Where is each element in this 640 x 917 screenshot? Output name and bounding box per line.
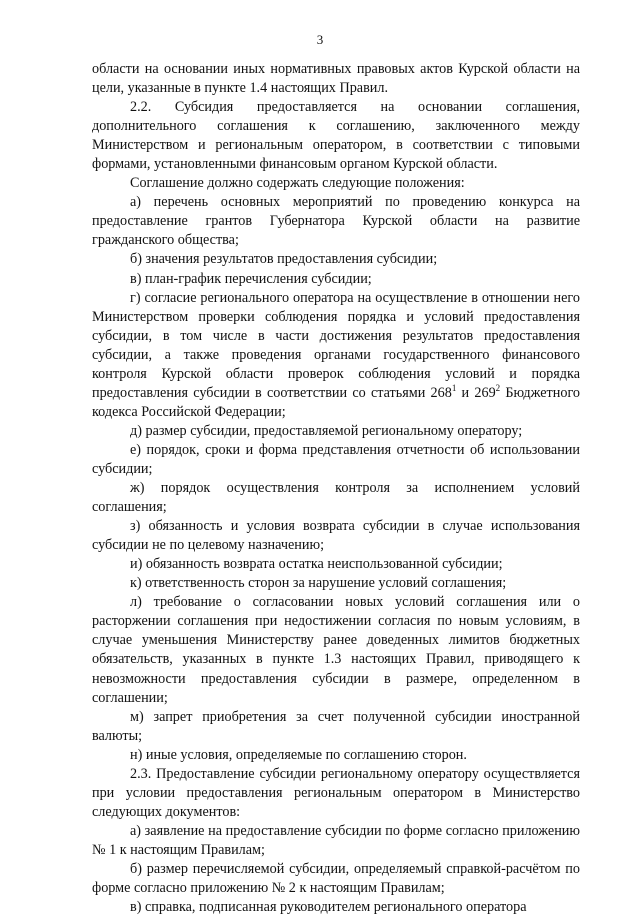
list-item-text: и 269 bbox=[456, 384, 496, 401]
list-item: к) ответственность сторон за нарушение условий соглашения; bbox=[130, 575, 507, 592]
list-item: ж) порядок осуществления контроля за исполнением условий соглашения; bbox=[92, 480, 580, 516]
list-item-text: Бюджетного кодекса Российской Федерации; bbox=[92, 384, 581, 420]
list-item: а) заявление на предоставление субсидии по форме согласно приложению № 1 к настоящим Правилам; bbox=[92, 822, 580, 858]
paragraph: 2.3. Предоставление субсидии региональному оператору осуществляется при условии предоставления региональным оператором в Министерство следующих документов: bbox=[92, 765, 580, 820]
list-item: в) план-график перечисления субсидии; bbox=[130, 270, 372, 287]
list-item: в) справка, подписанная руководителем регионального оператора bbox=[130, 899, 527, 916]
list-item-text: г) согласие регионального оператора на осуществление в отношении него Министерством проверки соблюдения порядка и условий предоставления субсидии, в том числе в части достижения результатов предоставления субсидии, а также проведения органами государственного финансового контроля Курской области проверок соблюдения условий и порядка предоставления субсидии в соответствии со статьями 268 bbox=[92, 289, 580, 401]
paragraph: Соглашение должно содержать следующие положения: bbox=[130, 175, 465, 192]
list-item: б) значения результатов предоставления субсидии; bbox=[130, 251, 438, 268]
list-item: е) порядок, сроки и форма представления отчетности об использовании субсидии; bbox=[92, 441, 580, 477]
superscript: 1 bbox=[451, 382, 457, 393]
paragraph: 2.2. Субсидия предоставляется на основании соглашения, дополнительного соглашения к соглашению, заключенного между Министерством и региональным оператором, в соответствии с типовыми формами, установленными финансовым органом Курской области. bbox=[92, 99, 580, 173]
page-number: 3 bbox=[316, 32, 324, 47]
superscript: 2 bbox=[495, 382, 501, 393]
paragraph: области на основании иных нормативных правовых актов Курской области на цели, указанные в пункте 1.4 настоящих Правил. bbox=[92, 61, 580, 97]
list-item: а) перечень основных мероприятий по проведению конкурса на предоставление грантов Губернатора Курской области на развитие гражданского общества; bbox=[92, 194, 580, 249]
list-item: н) иные условия, определяемые по соглашению сторон. bbox=[130, 746, 467, 763]
document-body bbox=[92, 60, 580, 917]
list-item: л) требование о согласовании новых условий соглашения или о расторжении соглашения при недостижении согласия по новым условиям, в случае уменьшения Министерству ранее доведенных лимитов бюджетных обязательств, указанных в пункте 1.3 настоящих Правил, приводящего к невозможности предоставления субсидии в размере, определенном в соглашении; bbox=[92, 594, 580, 706]
list-item: и) обязанность возврата остатка неиспользованной субсидии; bbox=[130, 556, 503, 573]
list-item: д) размер субсидии, предоставляемой региональному оператору; bbox=[130, 422, 523, 439]
list-item: б) размер перечисляемой субсидии, определяемый справкой-расчётом по форме согласно приложению № 2 к настоящим Правилам; bbox=[92, 860, 580, 897]
list-item bbox=[92, 289, 580, 422]
list-item: з) обязанность и условия возврата субсидии в случае использования субсидии не по целевому назначению; bbox=[92, 518, 580, 554]
list-item: м) запрет приобретения за счет полученной субсидии иностранной валюты; bbox=[92, 708, 580, 744]
